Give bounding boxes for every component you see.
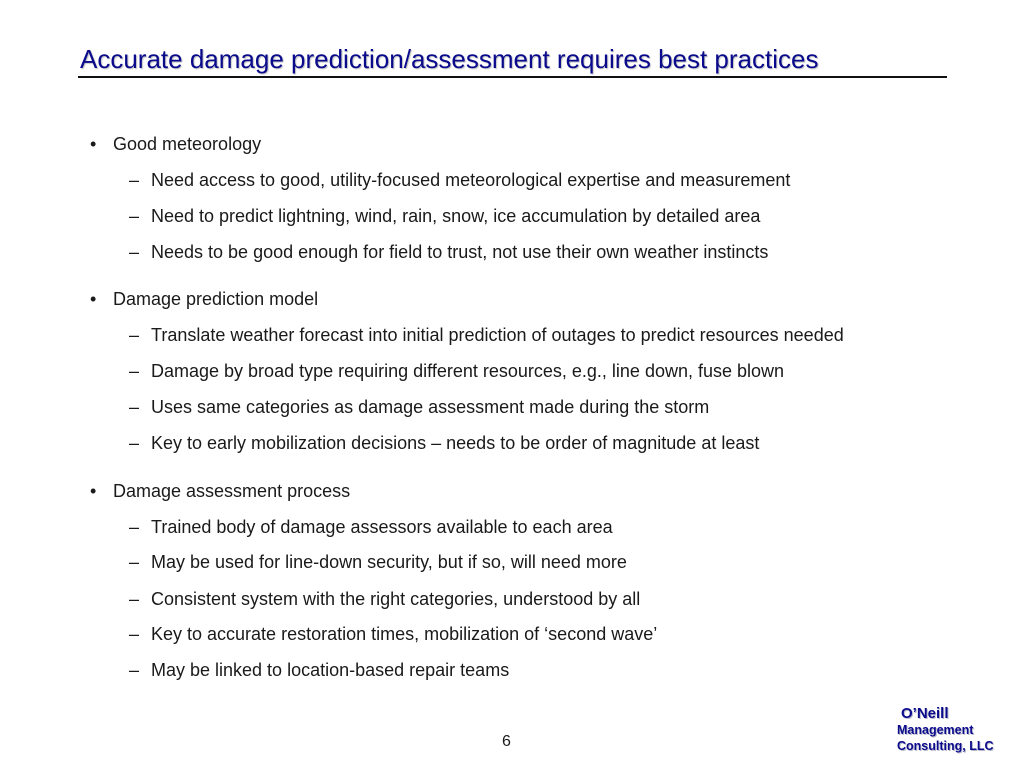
sub-item	[129, 325, 844, 346]
sub-item-text: May be used for line-down security, but if so, will need more	[151, 552, 627, 572]
sub-item-text: Damage by broad type requiring different resources, e.g., line down, fuse blown	[151, 361, 785, 381]
logo-line-3: Consulting, LLC	[897, 739, 994, 753]
bullet-good-meteorology	[90, 134, 261, 155]
dash: –	[129, 170, 140, 190]
sub-item-text: Trained body of damage assessors available to each area	[151, 517, 613, 537]
sub-item-text: Need access to good, utility-focused meteorological expertise and measurement	[151, 170, 791, 190]
dash: –	[129, 325, 140, 345]
bullet-label: Damage assessment process	[113, 481, 351, 501]
sub-item-text: Translate weather forecast into initial prediction of outages to predict resources needed	[151, 325, 844, 345]
sub-item	[129, 170, 790, 191]
dash: –	[129, 206, 140, 226]
sub-item-text: Consistent system with the right categories, understood by all	[151, 589, 641, 609]
bullet-damage-prediction-model	[90, 289, 318, 310]
company-logo	[897, 706, 994, 754]
sub-item-text: Uses same categories as damage assessment made during the storm	[151, 397, 710, 417]
dash: –	[129, 242, 140, 262]
sub-item	[129, 242, 768, 263]
logo-line-2: Management	[897, 723, 974, 737]
slide-title: Accurate damage prediction/assessment requires best practices	[80, 44, 819, 74]
sub-item	[129, 433, 759, 454]
dash: –	[129, 517, 140, 537]
sub-item	[129, 552, 627, 573]
dash: –	[129, 397, 140, 417]
dash: –	[129, 433, 140, 453]
dash: –	[129, 361, 140, 381]
sub-item	[129, 397, 709, 418]
sub-item-text: Need to predict lightning, wind, rain, snow, ice accumulation by detailed area	[151, 206, 761, 226]
dash: –	[129, 589, 140, 609]
bullet-label: Good meteorology	[113, 134, 262, 154]
sub-item	[129, 624, 657, 645]
sub-item	[129, 660, 509, 681]
bullet-damage-assessment-process	[90, 481, 350, 502]
bullet-label: Damage prediction model	[113, 289, 319, 309]
dash: –	[129, 624, 140, 644]
sub-item-text: Key to early mobilization decisions – needs to be order of magnitude at least	[151, 433, 760, 453]
sub-item	[129, 206, 760, 227]
bullet-dot: •	[90, 134, 97, 154]
dash: –	[129, 660, 140, 680]
sub-item-text: Key to accurate restoration times, mobilization of ‘second wave’	[151, 624, 658, 644]
bullet-dot: •	[90, 289, 97, 309]
sub-item	[129, 361, 784, 382]
sub-item	[129, 589, 640, 610]
sub-item	[129, 517, 613, 538]
page-number: 6	[502, 733, 511, 750]
sub-item-text: May be linked to location-based repair teams	[151, 660, 510, 680]
dash: –	[129, 552, 140, 572]
sub-item-text: Needs to be good enough for field to trust, not use their own weather instincts	[151, 242, 769, 262]
logo-line-1: O’Neill	[901, 705, 949, 722]
bullet-dot: •	[90, 481, 97, 501]
